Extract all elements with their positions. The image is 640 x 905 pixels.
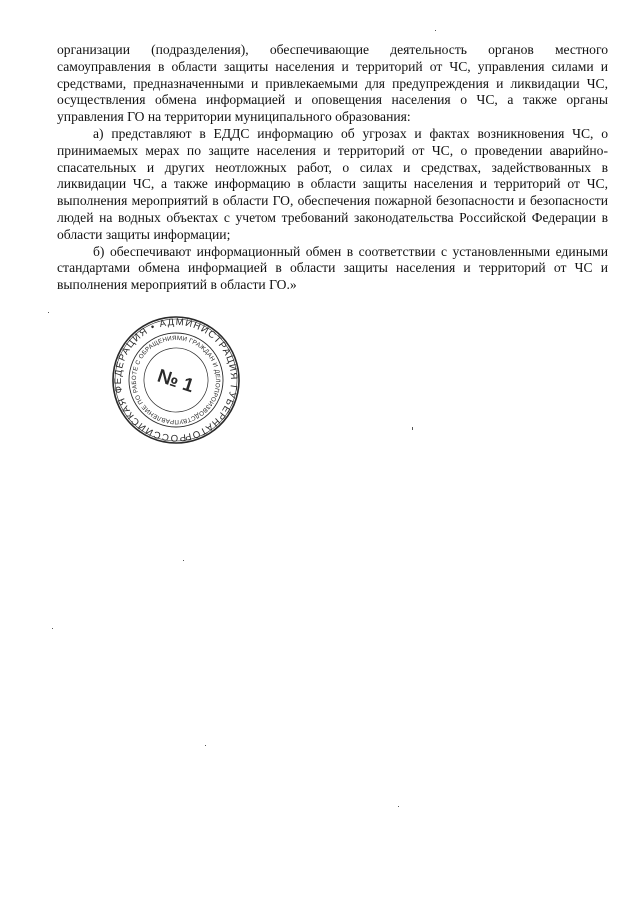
paragraph-item-b: б) обеспечивают информационный обмен в соответствии с установленными едиными стандартами обмена информацией в области защиты населения и территорий от ЧС и выполнения мероприятий в области ГО.»: [57, 243, 608, 293]
scan-speck: [398, 806, 399, 807]
seal-inner-text: УПРАВЛЕНИЕ ПО РАБОТЕ С ОБРАЩЕНИЯМИ ГРАЖДАН И ДЕЛОПРОИЗВОДСТВУ: [130, 334, 222, 426]
scan-speck: [435, 30, 436, 31]
paragraph-continuation: организации (подразделения), обеспечивающие деятельность органов местного самоуправления в области защиты населения и территорий от ЧС, управления силами и средствами, предназначенными и привлекаемыми для предупреждения и ликвидации ЧС, осуществления обмена информацией и оповещения населения о ЧС, а также органы управления ГО на территории муниципального образования:: [57, 42, 608, 125]
scan-speck: [52, 628, 53, 629]
scan-speck: [412, 427, 413, 430]
scan-speck: [183, 560, 184, 561]
official-seal-stamp: [110, 314, 242, 446]
seal-graphic: [110, 314, 242, 446]
seal-number: № 1: [154, 365, 197, 398]
seal-outer-text: РОССИЙСКАЯ ФЕДЕРАЦИЯ • АДМИНИСТРАЦИЯ ГУБЕРНАТОРА: [112, 316, 240, 444]
document-body: [57, 42, 608, 294]
scan-speck: [48, 312, 49, 313]
scan-speck: [205, 745, 206, 746]
paragraph-item-a: а) представляют в ЕДДС информацию об угрозах и фактах возникновения ЧС, о принимаемых мерах по защите населения и территорий от ЧС, о проведении аварийно-спасательных и других неотложных работ, о силах и средствах, задействованных в ликвидации ЧС, а также информацию в области защиты населения и территорий от ЧС, выполнения мероприятий в области ГО, обеспечения пожарной безопасности и безопасности людей на водных объектах с учетом требований законодательства Российской Федерации в области защиты информации;: [57, 125, 608, 242]
